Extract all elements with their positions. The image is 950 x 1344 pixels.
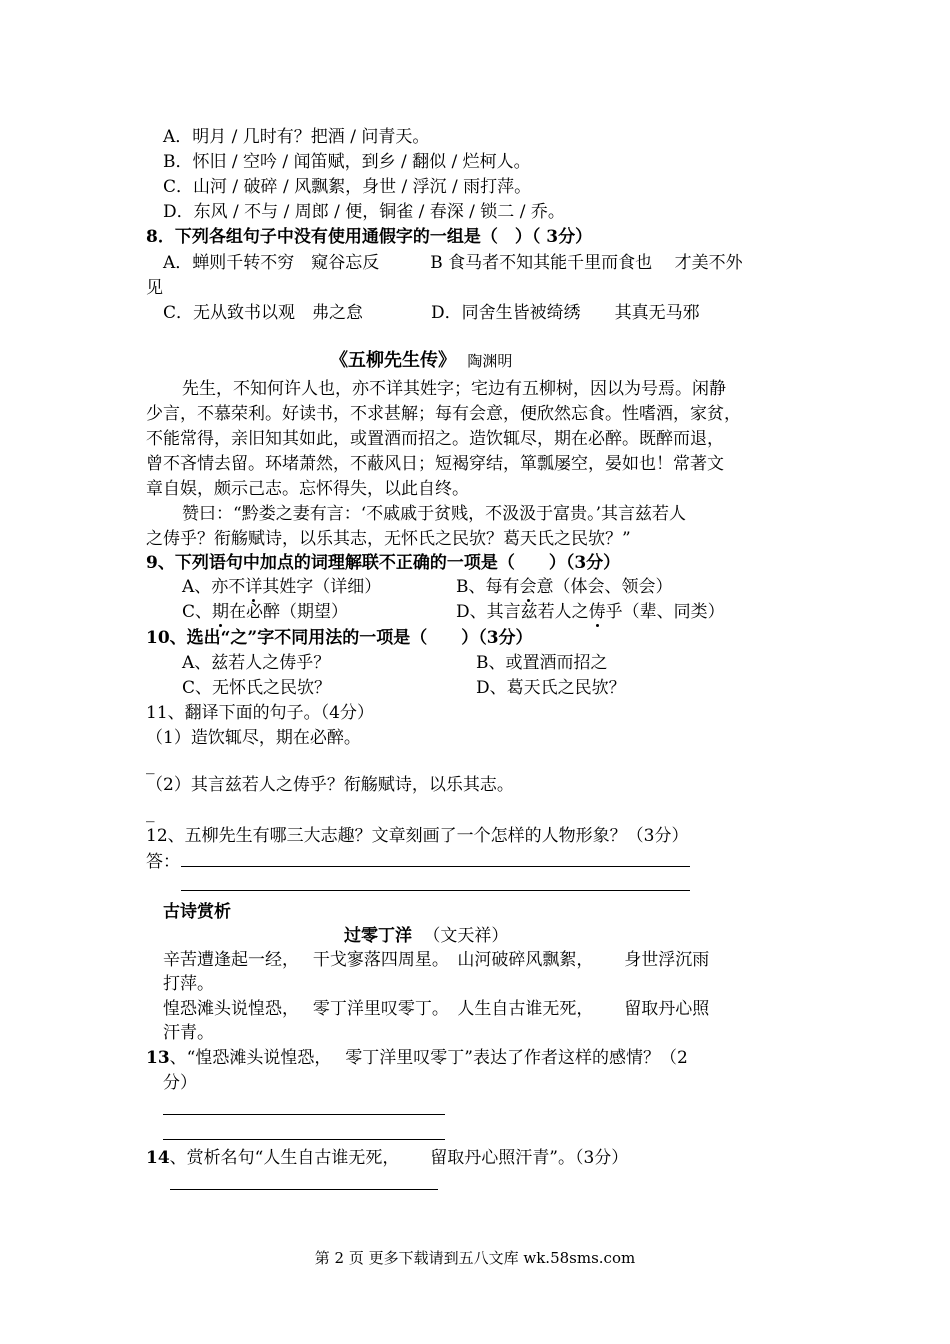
- q14-stem: 14、赏析名句“人生自古谁无死， 留取丹心照汗青”。（3分）: [146, 1148, 629, 1168]
- q8-line-1: A．蝉则千转不穷 窥谷忘反 B 食马者不知其能千里而食也 才美不外: [163, 253, 743, 273]
- poem-line: 惶恐滩头说惶恐， 零丁洋里叹零丁。 人生自古谁无死， 留取丹心照: [163, 999, 710, 1019]
- emphasis-dot-char: 会: [519, 577, 537, 597]
- q12-stem: 12、五柳先生有哪三大志趣？文章刻画了一个怎样的人物形象？（3分）: [146, 826, 689, 846]
- answer-line: [181, 890, 690, 891]
- q8-line-2: 见: [146, 278, 163, 298]
- q7-option-c: C．山河 / 破碎 / 风飘絮，身世 / 浮沉 / 雨打萍。: [163, 177, 532, 197]
- q9-option-a: A、亦不详其姓字（详细）: [182, 577, 382, 597]
- q13-number: 13: [146, 1048, 170, 1068]
- passage-title: 《五柳先生传》: [330, 350, 456, 371]
- page-footer: 第 2 页 更多下载请到五八文库 wk.58sms.com: [314, 1249, 636, 1267]
- q10-option-d: D、葛天氏之民欤？: [476, 678, 626, 698]
- poem-line: 打萍。: [163, 974, 214, 994]
- answer-line: [181, 866, 690, 867]
- poem-line: 汗青。: [163, 1023, 214, 1043]
- passage-line: 先生，不知何许人也，亦不详其姓字；宅边有五柳树，因以为号焉。闲静: [182, 379, 726, 399]
- passage-line: 赞曰：“黔娄之妻有言：‘不戚戚于贫贱，不汲汲于富贵。’其言兹若人: [182, 504, 686, 524]
- emphasis-dot-char: 期: [212, 602, 230, 622]
- q7-option-b: B．怀旧 / 空吟 / 闻笛赋，到乡 / 翻似 / 烂柯人。: [163, 152, 531, 172]
- q11-sentence-2: （2）其言兹若人之俦乎？衔觞赋诗，以乐其志。: [146, 775, 514, 795]
- q13-stem: 13、“惶恐滩头说惶恐， 零丁洋里叹零丁”表达了作者这样的感情？（2: [146, 1048, 688, 1068]
- emphasis-dot-char: 俦: [588, 602, 606, 622]
- q13-stem-continued: 分）: [163, 1073, 197, 1093]
- q10-option-c: C、无怀氏之民欤？: [182, 678, 332, 698]
- q12-answer-label: 答：: [146, 852, 180, 872]
- section-title: 古诗赏析: [163, 902, 231, 922]
- passage-author: 陶渊明: [467, 352, 513, 370]
- q11-blank-mark: _: [146, 755, 155, 775]
- passage-heading: [330, 350, 512, 372]
- q11-blank-mark: _: [146, 803, 155, 823]
- answer-line: [170, 1189, 438, 1190]
- q11-stem: 11、翻译下面的句子。（4分）: [146, 703, 374, 723]
- q10-stem: 10、选出“之”字不同用法的一项是（ ）（3分）: [146, 628, 533, 648]
- answer-line: [163, 1139, 445, 1140]
- answer-line: [163, 1114, 445, 1115]
- poem-line: 辛苦遭逢起一经， 干戈寥落四周星。 山河破碎风飘絮， 身世浮沉雨: [163, 950, 710, 970]
- q8-stem: 8．下列各组句子中没有使用通假字的一组是（ ）（ 3分）: [146, 227, 593, 247]
- q9-option-b: B、每有会意（体会、领会）: [456, 577, 673, 597]
- poem-heading: [344, 925, 508, 947]
- q10-option-a: A、兹若人之俦乎？: [182, 653, 331, 673]
- q11-sentence-1: （1）造饮辄尽，期在必醉。: [146, 728, 361, 748]
- q9-option-c: C、期在必醉（期望）: [182, 602, 349, 622]
- q7-option-d: D．东风 / 不与 / 周郎 / 便，铜雀 / 春深 / 锁二 / 乔。: [163, 202, 565, 222]
- poem-author: （文天祥）: [423, 926, 509, 946]
- passage-line: 少言，不慕荣利。好读书，不求甚解；每有会意，便欣然忘食。性嗜酒，家贫，: [146, 404, 741, 424]
- passage-line: 章自娱，颇示己志。忘怀得失，以此自终。: [146, 479, 469, 499]
- passage-line: 之俦乎？衔觞赋诗，以乐其志，无怀氏之民欤？葛天氏之民欤？”: [146, 529, 631, 549]
- q10-option-b: B、或置酒而招之: [476, 653, 608, 673]
- q9-option-d: D、其言兹若人之俦乎（辈、同类）: [456, 602, 725, 622]
- q9-stem: 9、下列语句中加点的词理解联不正确的一项是（ ）（3分）: [146, 553, 621, 573]
- q14-number: 14: [146, 1148, 170, 1168]
- poem-title: 过零丁洋: [344, 926, 412, 946]
- q8-line-3: C．无从致书以观 弗之怠 D．同舍生皆被绮绣 其真无马邪: [163, 303, 700, 323]
- passage-line: 曾不吝情去留。环堵萧然，不蔽风日；短褐穿结，箪瓢屡空，晏如也！常著文: [146, 454, 724, 474]
- q7-option-a: A．明月 / 几时有？把酒 / 问青天。: [163, 127, 430, 147]
- emphasis-dot-char: 详: [245, 577, 263, 597]
- passage-line: 不能常得，亲旧知其如此，或置酒而招之。造饮辄尽，期在必醉。既醉而退，: [146, 429, 724, 449]
